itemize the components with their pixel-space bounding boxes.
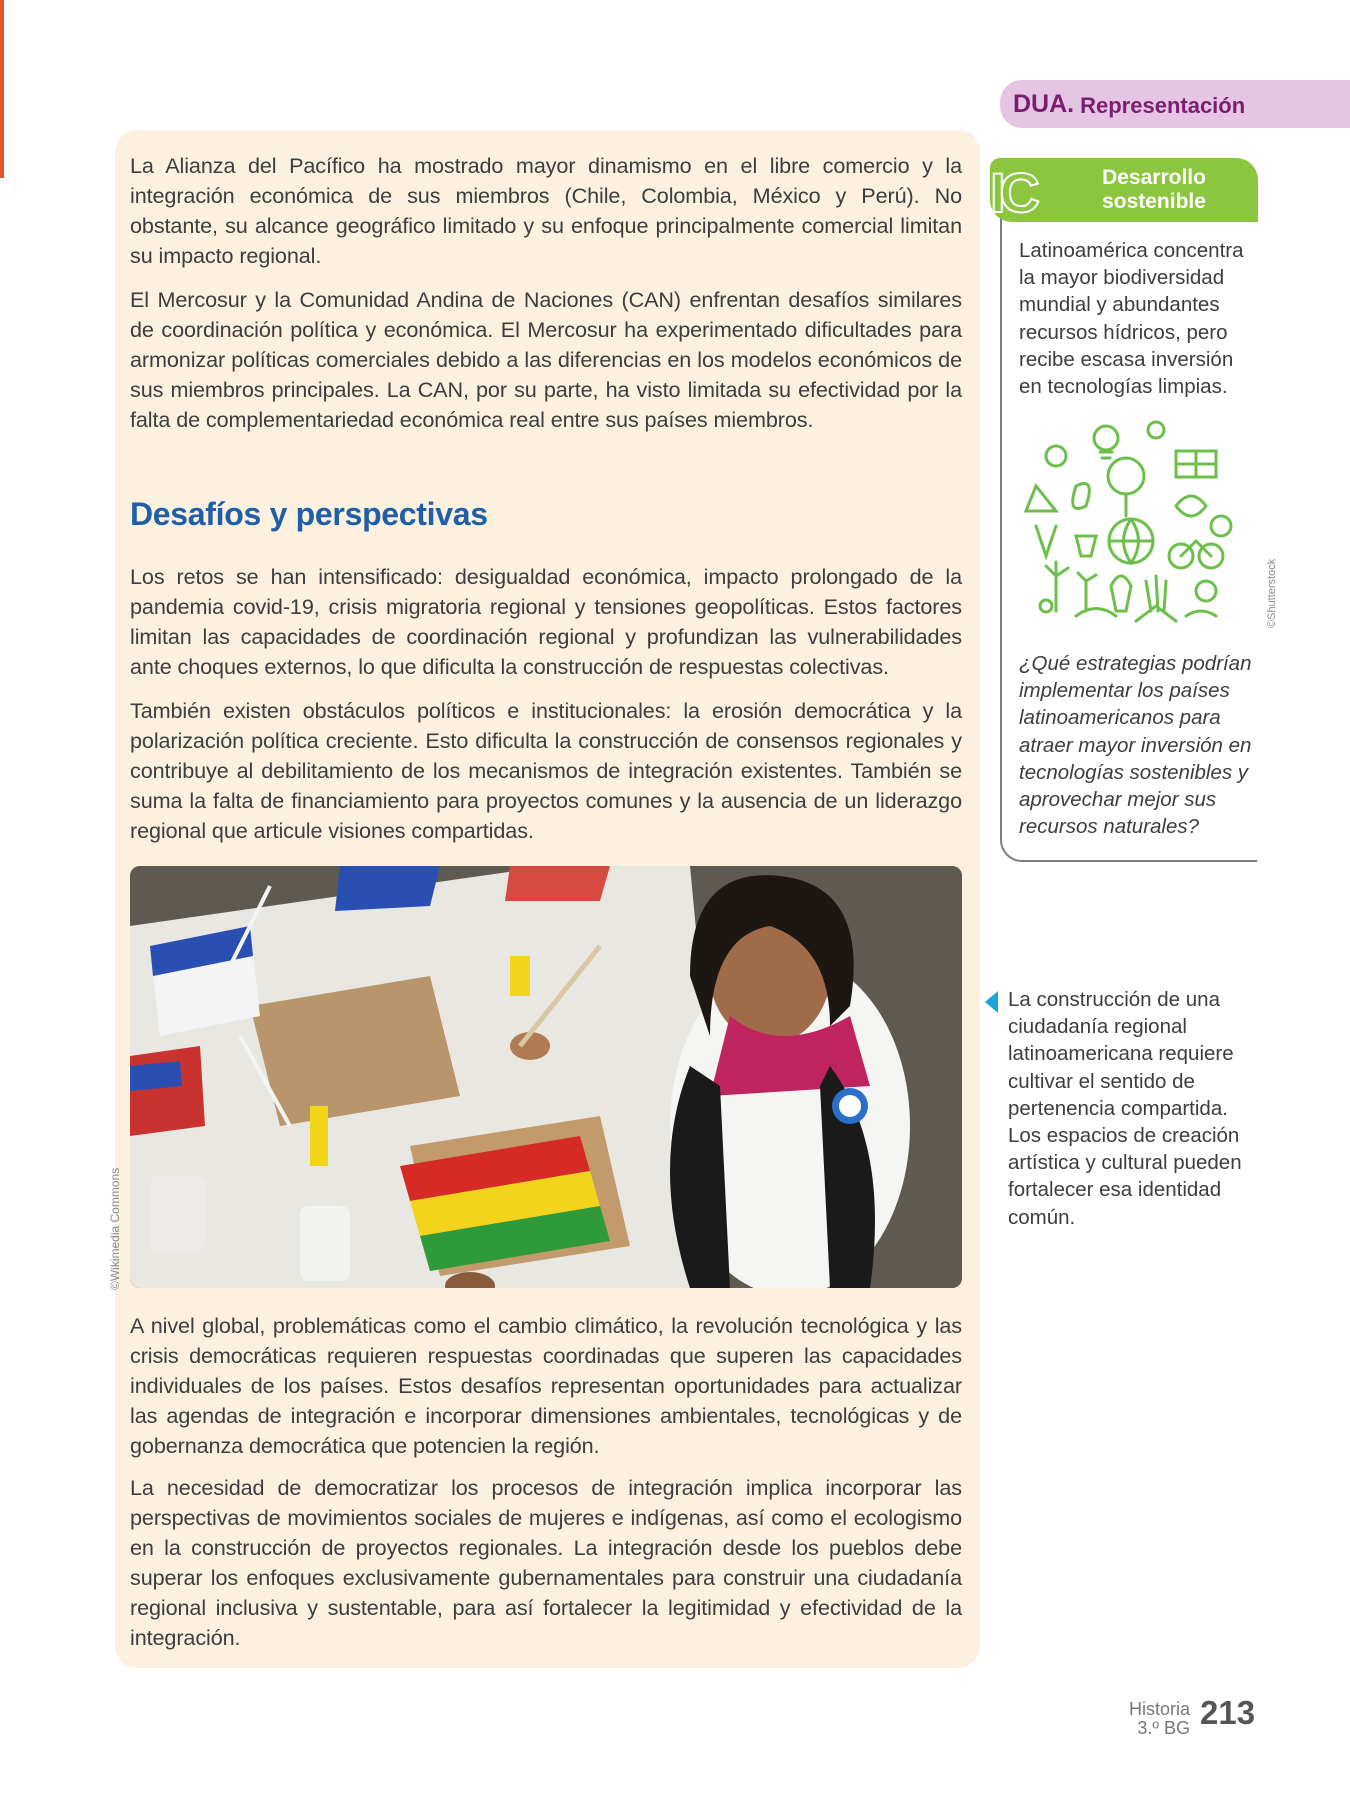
ic-icon: IC <box>990 161 1034 224</box>
page-edge-mark <box>0 0 4 178</box>
reflection-question: ¿Qué estrategias podrían implementar los países latinoamericanos para atraer mayor inversión en tecnologías sostenibles y aprovechar mejor sus recursos naturales? <box>1019 652 1252 839</box>
representacion-label: Representación <box>1080 92 1246 118</box>
footer-grade: 3.º BG <box>1137 1718 1190 1738</box>
sustainable-development-tab <box>990 158 1258 222</box>
photo-illustration <box>130 866 962 1288</box>
dua-representacion-header <box>1000 80 1350 128</box>
paragraph-mercosur-can: El Mercosur y la Comunidad Andina de Naciones (CAN) enfrentan desafíos similares de coordinación política y económica. El Mercosur ha experimentado dificultades para armonizar políticas comerciales debido a las diferencias en los modelos económicos de sus miembros principales. La CAN, por su parte, ha visto limitada su efectividad por la falta de complementariedad económica real entre sus países miembros. <box>130 287 962 432</box>
page-number: 213 <box>1200 1694 1256 1731</box>
paragraph-democratizar: La necesidad de democratizar los procesos de integración implica incorporar las perspectivas de movimientos sociales de mujeres e indígenas, así como el ecologismo en la construcción de proyectos regionales. La integración desde los pueblos debe superar los enfoques exclusivamente gubernamentales para construir una ciudadanía regional inclusiva y sustentable, para así fortalecer la legitimidad y efectividad de la integración. <box>130 1475 962 1650</box>
photo-credit: ©Wikimedia Commons <box>108 1167 122 1290</box>
paragraph-alianza-pacifico: La Alianza del Pacífico ha mostrado mayor dinamismo en el libre comercio y la integración económica de sus miembros (Chile, Colombia, México y Perú). No obstante, su alcance geográfico limitado y su enfoque principalmente comercial limitan su impacto regional. <box>130 153 962 268</box>
box-body-text: Latinoamérica concentra la mayor biodiversidad mundial y abundantes recursos hídricos, pero recibe escasa inversión en tecnologías limpias. <box>1019 239 1244 399</box>
paragraph-nivel-global: A nivel global, problemáticas como el cambio climático, la revolución tecnológica y las crisis democráticas requieren respuestas coordinadas que superen las capacidades individuales de los países. Estos desafíos representan oportunidades para actualizar las agendas de integración e incorporar dimensiones ambientales, tecnológicas y de gobernanza democrática que potencien la región. <box>130 1313 962 1458</box>
photo-caption: La construcción de una ciudadanía regional latinoamericana requiere cultivar el sentido de pertenencia compartida. Los espacios de creación artística y cultural pueden fortalecer esa identidad común. <box>1008 988 1242 1229</box>
dua-label: DUA. <box>1013 89 1075 118</box>
green-ecology-icons-illustration <box>1016 416 1246 634</box>
image-credit: ©Shutterstock <box>1266 558 1278 628</box>
caption-pointer-icon <box>985 991 998 1013</box>
footer-subject <box>1100 1700 1190 1738</box>
box-title-line-2: sostenible <box>1102 190 1206 213</box>
section-heading: Desafíos y perspectivas <box>130 496 488 532</box>
box-title <box>1054 166 1254 214</box>
paragraph-obstaculos: También existen obstáculos políticos e institucionales: la erosión democrática y la polarización política creciente. Esto dificulta la construcción de consensos regionales y contribuye al debilitamiento de los mecanismos de integración existentes. También se suma la falta de financiamiento para proyectos comunes y la ausencia de un liderazgo regional que articule visiones compartidas. <box>130 698 962 843</box>
children-painting-photo <box>130 866 962 1288</box>
box-title-line-1: Desarrollo <box>1102 166 1206 189</box>
paragraph-retos: Los retos se han intensificado: desigualdad económica, impacto prolongado de la pandemia covid-19, crisis migratoria regional y tensiones geopolíticas. Estos factores limitan las capacidades de coordinación regional y profundizan las vulnerabilidades ante choques externos, lo que dificulta la construcción de respuestas colectivas. <box>130 564 962 679</box>
footer-subject-name: Historia <box>1128 1699 1190 1719</box>
